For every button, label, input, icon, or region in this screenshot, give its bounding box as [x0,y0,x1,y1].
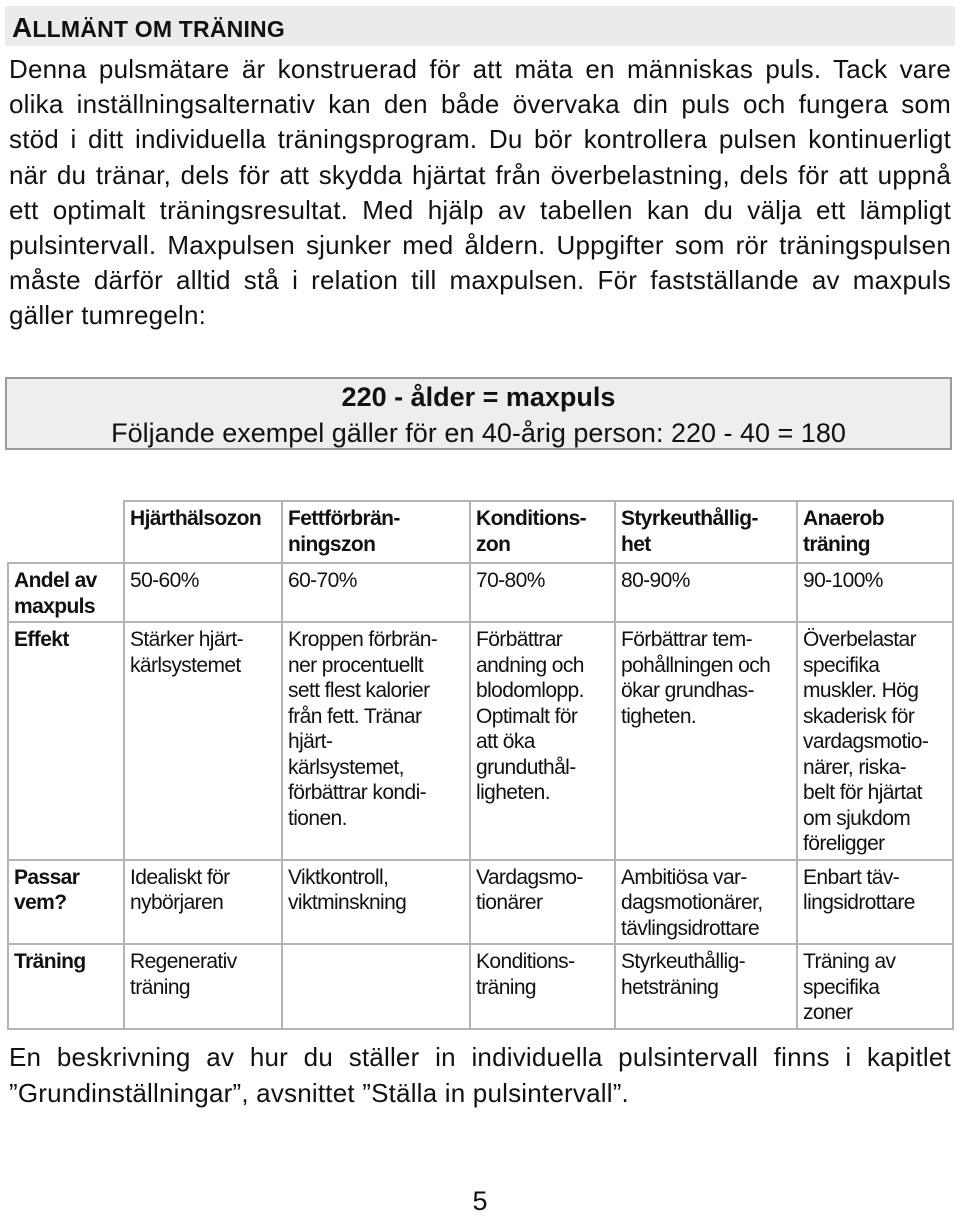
section-heading [5,6,955,46]
table-row [8,944,953,1029]
zone-header: Styrkeuthållig- het [615,501,797,563]
table-cell: Förbättrar tem- pohållningen och ökar grundhas- tigheten. [615,622,797,860]
training-zones-table [7,500,954,1030]
table-cell: Viktkontroll, viktminskning [282,860,470,945]
row-label: Effekt [8,622,124,860]
table-row [8,622,953,860]
table-cell: Stärker hjärt- kärlsystemet [124,622,282,860]
table-cell: Vardagsmo- tionärer [470,860,615,945]
formula-box [5,377,952,450]
table-cell: 50-60% [124,563,282,622]
table-cell: 70-80% [470,563,615,622]
table-cell: 80-90% [615,563,797,622]
heading-rest: LLMÄNT OM TRÄNING [32,16,285,42]
table-cell [282,944,470,1029]
table-cell: Konditions- träning [470,944,615,1029]
corner-cell [8,501,124,563]
page-number: 5 [472,1186,488,1216]
zone-header: Konditions- zon [470,501,615,563]
maxpuls-formula: 220 - ålder = maxpuls [341,382,616,412]
zone-header: Anaerob träning [797,501,953,563]
table-cell: Förbättrar andning och blodomlopp. Optimalt för att öka grunduthål- ligheten. [470,622,615,860]
row-label: Träning [8,944,124,1029]
zone-header-row [8,501,953,563]
zone-header: Hjärthälsozon [124,501,282,563]
table-cell: Överbelastar specifika muskler. Hög skaderisk för vardagsmotio- närer, riska- belt för hjärtat om sjukdom föreligger [797,622,953,860]
table-cell: Träning av specifika zoner [797,944,953,1029]
table-cell: 60-70% [282,563,470,622]
table-row [8,563,953,622]
row-label: Passar vem? [8,860,124,945]
zone-header: Fettförbrän- ningszon [282,501,470,563]
table-cell: Kroppen förbrän- ner procentuellt sett flest kalorier från fett. Tränar hjärt- kärlsystemet, förbättrar kondi- tionen. [282,622,470,860]
table-cell: Ambitiösa var- dagsmotionärer, tävlingsidrottare [615,860,797,945]
table-cell: Idealiskt för nybörjaren [124,860,282,945]
table-cell: Regenerativ träning [124,944,282,1029]
footer-paragraph: En beskrivning av hur du ställer in individuella pulsintervall finns i kapitlet ”Grundinställningar”, avsnittet ”Ställa in pulsintervall”. [9,1042,951,1108]
table-cell: Enbart täv- lingsidrottare [797,860,953,945]
row-label: Andel av maxpuls [8,563,124,622]
table-cell: 90-100% [797,563,953,622]
table-row [8,860,953,945]
formula-example: Följande exempel gäller för en 40-årig person: 220 - 40 = 180 [111,418,846,448]
table-cell: Styrkeuthållig- hetsträning [615,944,797,1029]
intro-paragraph: Denna pulsmätare är konstruerad för att mäta en människas puls. Tack vare olika inställningsalternativ kan den både övervaka din puls och fungera som stöd i ditt individuella träningsprogram. Du bör kontrollera pulsen kontinuerligt när du tränar, dels för att skydda hjärtat från överbelastning, dels för att uppnå ett optimalt träningsresultat. Med hjälp av tabellen kan du välja ett lämpligt pulsintervall. Maxpulsen sjunker med åldern. Uppgifter som rör träningspulsen måste därför alltid stå i relation till maxpulsen. För fastställande av maxpuls gäller tumregeln: [9,54,951,331]
heading-first-letter: A [12,12,33,43]
